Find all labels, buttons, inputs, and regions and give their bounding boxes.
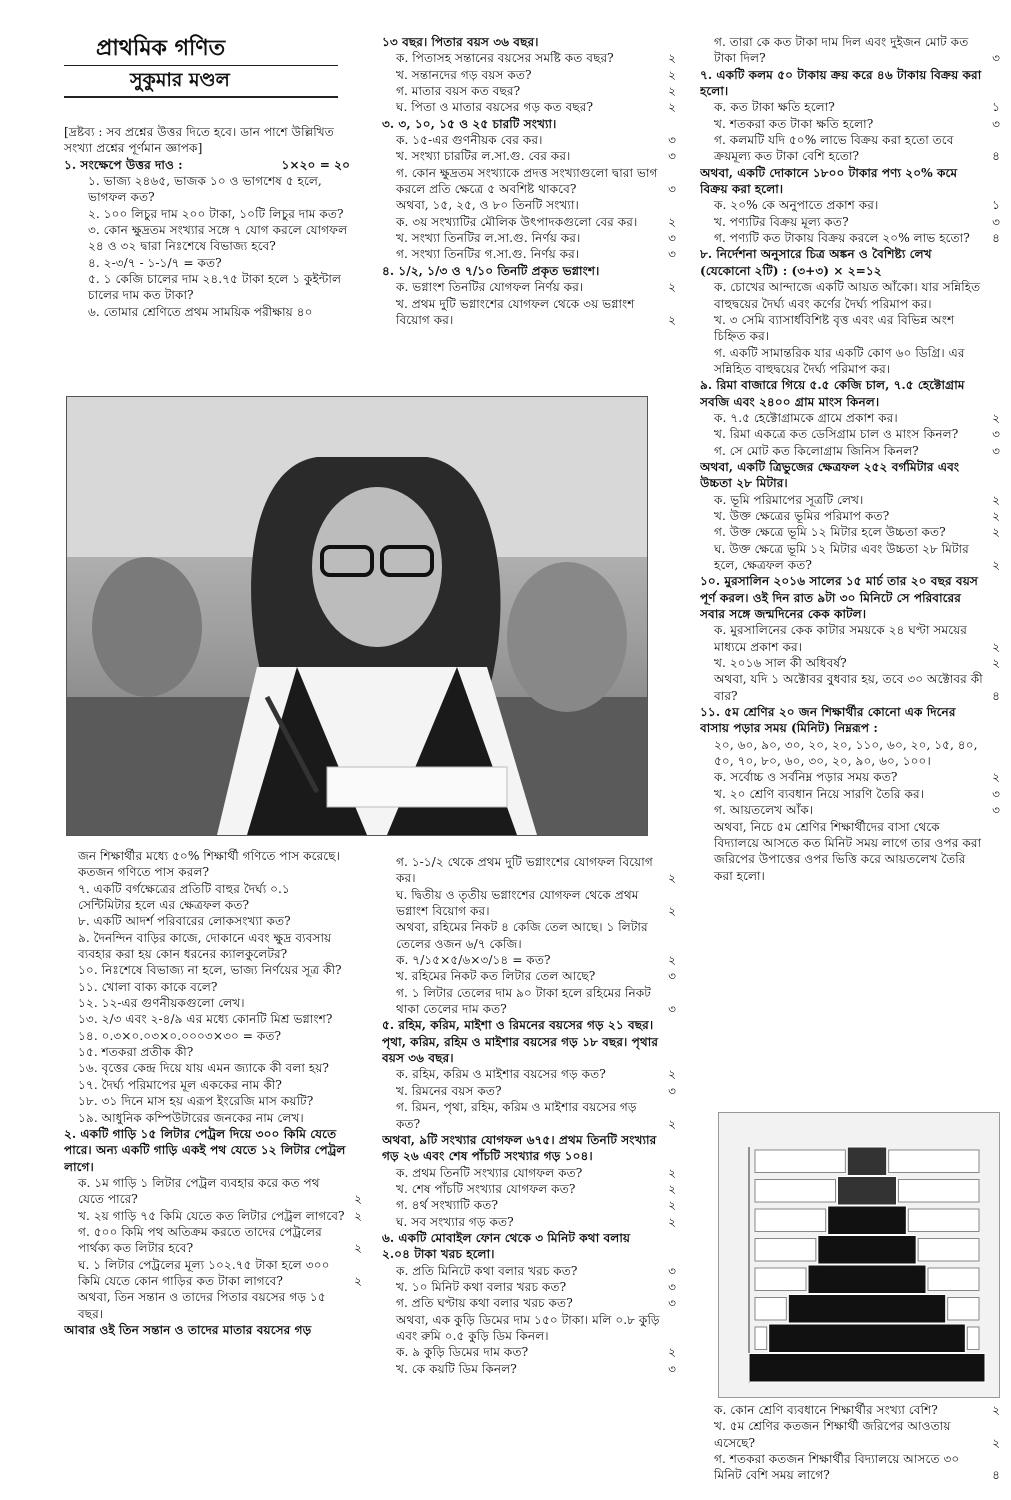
question-text: ক. ৭/১৫×৫/৬×৩/১৪ = কত? — [396, 953, 551, 968]
question-line — [700, 671, 1000, 704]
histogram-gridbox — [755, 1150, 845, 1173]
question-text: খ. শেষ পাঁচটি সংখ্যার যোগফল কত? — [396, 1181, 576, 1196]
question-1-text: ১. সংক্ষেপে উত্তর দাও : — [64, 157, 183, 172]
histogram-gridbox — [918, 1239, 979, 1262]
short-question-item: ৩. কোন ক্ষুদ্রতম সংখ্যার সঙ্গে ৭ যোগ করলে যোগফল ২৪ ও ৩২ দ্বারা নিঃশেষে বিভাজ্য হবে? — [88, 223, 348, 254]
question-line — [700, 443, 1000, 459]
question-line — [382, 1083, 676, 1099]
column-2-bottom — [382, 854, 676, 1494]
question-text: ক. ৩য় সংখ্যাটির মৌলিক উৎপাদকগুলো বের কর। — [396, 214, 638, 229]
question-line — [382, 952, 676, 968]
marks-value: ৩ — [668, 1002, 676, 1017]
question-line — [382, 1312, 676, 1345]
question-text: ২০, ৬০, ৯০, ৩০, ২০, ২০, ১১০, ৬০, ২০, ১৫, ৪০, ৫০, ৭০, ৮০, ৬০, ৩০, ২০, ৯০, ৬০, ১০০। — [714, 737, 978, 769]
question-text: গ. মাতার বয়স কত বছর? — [396, 84, 521, 99]
question-text: আবার ওই তিন সন্তান ও তাদের মাতার বয়সের গড় — [64, 1322, 312, 1337]
question-line — [700, 410, 1000, 426]
question-line — [64, 1011, 362, 1027]
marks-value: ৩ — [668, 231, 676, 246]
question-text: ৮. একটি আদর্শ পরিবারের লোকসংখ্যা কত? — [78, 914, 291, 929]
question-text: ৮. নির্দেশনা অনুসারে চিত্র অঙ্কন ও বৈশিষ্ট্য লেখ (যেকোনো ২টি) : (৩+৩) × ২=১২ — [700, 247, 932, 278]
question-text: ১৩ বছর। পিতার বয়স ৩৬ বছর। — [382, 35, 539, 49]
question-line — [64, 913, 362, 929]
question-text: ৯. দৈনন্দিন বাড়ির কাজে, দোকানে এবং ক্ষুদ্র ব্যবসায় ব্যবহার করা হয় কোন ধরনের ক্যালকুলেটর? — [78, 930, 332, 962]
marks-value: ২ — [992, 558, 1000, 572]
question-line — [700, 802, 1000, 818]
question-line — [700, 524, 1000, 540]
question-line — [700, 312, 1000, 345]
question-text: খ. উক্ত ক্ষেত্রের ভূমির পরিমাপ কত? — [714, 508, 890, 523]
marks-value: ৩ — [668, 133, 676, 148]
question-text: ক. ৭.৫ হেক্টোগ্রামকে গ্রামে প্রকাশ কর। — [714, 410, 898, 425]
marks-value: ২ — [992, 508, 1000, 523]
marks-value: ২ — [992, 525, 1000, 540]
histogram-gridbox — [755, 1180, 836, 1203]
question-text: গ. কোন ক্ষুদ্রতম সংখ্যাকে প্রদত্ত সংখ্যাগুলো দ্বারা ভাগ করলে প্রতি ক্ষেত্রে ৫ অবশিষ্ট থাকবে? — [396, 165, 658, 197]
column-2-top — [382, 34, 676, 386]
question-line — [700, 622, 1000, 655]
marks-value: ৩ — [992, 214, 1000, 229]
marks-value: ২ — [668, 1214, 676, 1229]
question-line — [700, 1418, 1000, 1451]
question-text: ক. ১৫-এর গুণনীয়ক বের কর। — [396, 133, 543, 148]
marks-value: ২ — [354, 1192, 362, 1207]
question-line — [64, 1126, 362, 1175]
question-text: ৯. রিমা বাজারে গিয়ে ৫.৫ কেজি চাল, ৭.৫ হেক্টোগ্রাম সবজি এবং ২৪০০ গ্রাম মাংস কিনল। — [700, 378, 965, 409]
student-photo — [66, 396, 648, 836]
marks-value: ৪ — [992, 231, 1000, 246]
question-line — [64, 1093, 362, 1109]
histogram-bar — [828, 1206, 907, 1235]
question-line — [700, 1451, 1000, 1484]
column-3-bottom — [700, 1402, 1000, 1498]
question-line — [382, 887, 676, 920]
question-text: গ. ১-১/২ থেকে প্রথম দুটি ভগ্নাংশের যোগফল বিয়োগ কর। — [396, 855, 653, 886]
histogram-bar — [808, 1265, 926, 1294]
question-line — [382, 1295, 676, 1311]
question-text: গ. রিমন, পৃথা, রহিম, করিম ও মাইশার বয়সের গড় কত? — [396, 1100, 637, 1131]
question-text: খ. ১০ মিনিট কথা বলার খরচ কত? — [396, 1279, 567, 1294]
author-name: সুকুমার মণ্ডল — [130, 69, 230, 92]
question-line — [64, 848, 362, 881]
question-line — [700, 132, 1000, 165]
marks-value: ২ — [668, 312, 676, 327]
question-line — [700, 246, 1000, 279]
question-line — [382, 1361, 676, 1377]
question-text: ৭. একটি বর্গক্ষেত্রের প্রতিটি বাহুর দৈর্ঘ্য ০.১ সেন্টিমিটার হলে এর ক্ষেত্রফল কত? — [78, 881, 290, 913]
marks-value: ২ — [668, 1067, 676, 1082]
marks-value: ২ — [668, 67, 676, 82]
question-line — [382, 214, 676, 230]
question-line — [382, 83, 676, 99]
question-line — [64, 995, 362, 1011]
question-text: খ. সন্তানদের গড় বয়স কত? — [396, 67, 532, 82]
question-text: খ. সংখ্যা চারটির ল.সা.গু. বের কর। — [396, 149, 571, 164]
marks-value: ২ — [668, 1116, 676, 1131]
histogram-bar — [749, 1354, 985, 1383]
marks-value: ২ — [668, 84, 676, 99]
question-line — [382, 148, 676, 164]
question-line — [382, 246, 676, 262]
histogram-gridbox — [899, 1180, 980, 1203]
question-line — [700, 573, 1000, 622]
short-question-item: ১. ভাজ্য ২৪৬৫, ভাজক ১০ ও ভাগশেষ ৫ হলে, ভাগফল কত? — [88, 174, 322, 205]
question-line — [700, 769, 1000, 785]
divider — [64, 65, 338, 66]
question-line — [700, 34, 1000, 67]
question-text: ক. কোন শ্রেণি ব্যবধানে শিক্ষার্থীর সংখ্যা বেশি? — [714, 1403, 938, 1417]
question-line — [382, 1197, 676, 1213]
question-line — [382, 1279, 676, 1295]
question-line — [64, 1224, 362, 1257]
marks-value: ৪ — [992, 1468, 1000, 1483]
marks-value: ২ — [992, 656, 1000, 671]
marks-value: ২ — [668, 280, 676, 295]
question-line — [64, 1322, 362, 1338]
marks-value: ২ — [668, 1345, 676, 1360]
header — [64, 34, 338, 100]
marks-value: ৪ — [992, 688, 1000, 703]
question-text: ক. ভগ্নাংশ তিনটির যোগফল নির্ণয় কর। — [396, 280, 584, 295]
question-line — [382, 1181, 676, 1197]
question-1-heading — [64, 157, 350, 173]
question-line — [700, 492, 1000, 508]
marks-value: ২ — [992, 770, 1000, 785]
question-line — [382, 116, 676, 132]
question-text: ঘ. দ্বিতীয় ও তৃতীয় ভগ্নাংশের যোগফল থেকে প্রথম ভগ্নাংশ বিয়োগ কর। — [396, 887, 639, 919]
question-text: ক. চোখের আন্দাজে একটি আয়ত আঁকো। যার সন্নিহিত বাহুদ্বয়ের দৈর্ঘ্য এবং কর্ণের দৈর্ঘ্য পরিমাপ কর। — [714, 280, 981, 311]
question-line — [64, 1289, 362, 1322]
page-title: প্রাথমিক গণিত — [96, 35, 226, 61]
marks-value: ২ — [668, 871, 676, 886]
question-text: গ. ৫০০ কিমি পথ অতিক্রম করতে তাদের পেট্রলের পার্থক্য কত লিটার হবে? — [78, 1224, 322, 1256]
marks-value: ৩ — [668, 969, 676, 984]
marks-value: ৩ — [992, 427, 1000, 442]
histogram-bar — [818, 1236, 916, 1265]
question-line — [64, 1175, 362, 1208]
question-text: গ. সে মোট কত কিলোগ্রাম জিনিস কিনল? — [714, 443, 919, 458]
question-text: ১৯. আধুনিক কম্পিউটারের জনকের নাম লেখ। — [78, 1110, 304, 1125]
histogram-bar — [788, 1295, 945, 1324]
question-text: ঘ. পিতা ও মাতার বয়সের গড় কত বছর? — [396, 100, 593, 115]
question-line — [64, 1208, 362, 1224]
question-line — [64, 1257, 362, 1290]
question-text: গ. ৪র্থ সংখ্যাটি কত? — [396, 1198, 498, 1213]
question-text: ১৫. শতকরা প্রতীক কী? — [78, 1045, 194, 1060]
question-text: গ. প্রতি ঘণ্টায় কথা বলার খরচ কত? — [396, 1296, 573, 1311]
marks-value: ৩ — [992, 116, 1000, 131]
histogram-gridbox — [908, 1209, 979, 1232]
question-line — [64, 930, 362, 963]
question-line — [700, 116, 1000, 132]
question-line — [382, 132, 676, 148]
question-text: অথবা, একটি দোকানে ১৮০০ টাকার পণ্য ২০% কমে বিক্রয় করা হলো। — [700, 165, 958, 197]
question-line — [700, 214, 1000, 230]
question-line — [382, 854, 676, 887]
question-text: অথবা, ১৫, ২৫, ও ৮০ তিনটি সংখ্যা। — [396, 198, 579, 213]
histogram-gridbox — [755, 1239, 816, 1262]
question-text: অথবা, তিন সন্তান ও তাদের পিতার বয়সের গড় ১৫ বছর। — [78, 1290, 326, 1321]
question-line — [700, 786, 1000, 802]
question-line — [700, 704, 1000, 737]
question-text: ঘ. ১ লিটার পেট্রলের মূল্য ১০২.৭৫ টাকা হলে ৩০০ কিমি যেতে কোন গাড়ির কত টাকা লাগবে? — [78, 1257, 330, 1288]
question-text: ক. রহিম, করিম ও মাইশার বয়সের গড় কত? — [396, 1067, 606, 1082]
marks-value: ১ — [992, 198, 1000, 213]
question-text: ১৩. ২/৩ এবং ২-৪/৯ এর মধ্যে কোনটি মিশ্র ভগ্নাংশ? — [78, 1012, 333, 1027]
question-line — [700, 377, 1000, 410]
question-text: খ. কে কয়টি ডিম কিনল? — [396, 1361, 517, 1376]
question-text: গ. একটি সামান্তরিক যার একটি কোণ ৬০ ডিগ্রি। এর সন্নিহিত বাহুদ্বয়ের দৈর্ঘ্য পরিমাপ কর। — [714, 345, 965, 376]
question-line — [382, 165, 676, 198]
question-text: অথবা, এক কুড়ি ডিমের দাম ১৫০ টাকা। মলি ০.৮ কুড়ি এবং রুমি ০.৫ কুড়ি ডিম কিনল। — [396, 1312, 660, 1343]
question-text: গ. তারা কে কত টাকা দাম দিল এবং দুইজন মোট কত টাকা দিল? — [714, 35, 969, 66]
question-line — [700, 165, 1000, 198]
marks-value: ২ — [992, 1403, 1000, 1417]
question-text: ৩. ৩, ১০, ১৫ ও ২৫ চারটি সংখ্যা। — [382, 116, 557, 131]
question-line — [382, 985, 676, 1018]
question-line — [700, 655, 1000, 671]
marks-value: ২ — [992, 410, 1000, 425]
question-text: ক. পিতাসহ সন্তানের বয়সের সমষ্টি কত বছর? — [396, 51, 614, 66]
question-line — [382, 50, 676, 66]
column-3 — [700, 34, 1000, 1112]
question-line — [382, 67, 676, 83]
short-question-item: ৫. ১ কেজি চালের দাম ২৪.৭৫ টাকা হলে ১ কুইন্টাল চালের দাম কত টাকা? — [88, 272, 342, 303]
question-line — [700, 819, 1000, 884]
histogram-gridbox — [928, 1268, 979, 1291]
marks-value: ২ — [668, 953, 676, 968]
histogram-bar — [847, 1147, 886, 1176]
question-text: জন শিক্ষার্থীর মধ্যে ৫০% শিক্ষার্থী গণিতে পাস করেছে। কতজন গণিতে পাস করল? — [78, 849, 340, 880]
question-line — [382, 1165, 676, 1181]
question-text: ১১. ৫ম শ্রেণির ২০ জন শিক্ষার্থীর কোনো এক দিনের বাসায় পড়ার সময় (মিনিট) নিম্নরূপ : — [700, 705, 956, 736]
question-text: খ. ৩ সেমি ব্যাসার্ধবিশিষ্ট বৃত্ত এবং এর বিভিন্ন অংশ চিহ্নিত কর। — [714, 312, 955, 344]
histogram-gridbox — [755, 1268, 806, 1291]
marks-value: ৪ — [992, 149, 1000, 164]
question-line — [700, 67, 1000, 100]
question-line — [64, 1060, 362, 1076]
marks-value: ২ — [992, 639, 1000, 654]
question-line — [382, 1066, 676, 1082]
question-line — [700, 279, 1000, 312]
question-text: গ. ১ লিটার তেলের দাম ৯০ টাকা হলে রহিমের নিকট থাকা তেলের দাম কত? — [396, 985, 651, 1017]
question-text: ৬. একটি মোবাইল ফোন থেকে ৩ মিনিট কথা বলায় ২.০৪ টাকা খরচ হলো। — [382, 1230, 631, 1262]
question-text: খ. সংখ্যা তিনটির ল.সা.গু. নির্ণয় কর। — [396, 231, 581, 246]
question-text: ক. ১ম গাড়ি ১ লিটার পেট্রল ব্যবহার করে কত পথ যেতে পারে? — [78, 1175, 320, 1207]
marks-value: ৩ — [668, 1361, 676, 1376]
question-text: ঘ. সব সংখ্যার গড় কত? — [396, 1214, 514, 1229]
short-question-item: ৬. তোমার শ্রেণিতে প্রথম সাময়িক পরীক্ষায় ৪০ — [88, 304, 313, 319]
short-question-item: ২. ১০০ লিচুর দাম ২০০ টাকা, ১০টি লিচুর দাম কত? — [88, 206, 344, 221]
question-line — [382, 1263, 676, 1279]
histogram-gridbox — [755, 1327, 767, 1350]
question-line — [700, 345, 1000, 378]
question-text: ক. সর্বোচ্চ ও সর্বনিম্ন পড়ার সময় কত? — [714, 770, 898, 785]
question-text: ২. একটি গাড়ি ১৫ লিটার পেট্রল দিয়ে ৩০০ কিমি যেতে পারে। অন্য একটি গাড়ি একই পথ যেতে ১২ লিটার পেট্রল লাগে। — [64, 1126, 346, 1174]
histogram-chart — [718, 1112, 1000, 1398]
question-line — [382, 1230, 676, 1263]
question-text: ১৮. ৩১ দিনে মাস হয় এরূপ ইংরেজি মাস কয়টি? — [78, 1094, 314, 1109]
marks-value: ৩ — [992, 443, 1000, 458]
marks-value: ১ — [992, 100, 1000, 115]
question-text: ১১. খোলা বাক্য কাকে বলে? — [78, 979, 218, 994]
column-1-top — [64, 124, 350, 392]
question-line — [700, 541, 1000, 574]
question-line — [700, 737, 1000, 770]
question-line — [382, 197, 676, 213]
marks-value: ৩ — [992, 786, 1000, 801]
question-text: গ. সংখ্যা তিনটির গ.সা.গু. নির্ণয় কর। — [396, 247, 580, 262]
marks-value: ২ — [992, 1435, 1000, 1450]
question-text: খ. ২০১৬ সাল কী অধিবর্ষ? — [714, 656, 847, 671]
question-text: গ. শতকরা কতজন শিক্ষার্থীর বিদ্যালয়ে আসতে ৩০ মিনিট বেশি সময় লাগে? — [714, 1452, 960, 1483]
question-line — [700, 1402, 1000, 1418]
question-text: ১০. মুরসালিন ২০১৬ সালের ১৫ মার্চ তার ২০ বছর বয়স পূর্ণ করল। ওই দিন রাত ৯টা ৩০ মিনিটে সে পরিবারের সবার সঙ্গে জন্মদিনের কেক কাটল। — [700, 574, 978, 622]
question-text: ক. ৯ কুড়ি ডিমের দাম কত? — [396, 1345, 529, 1360]
question-text: গ. উক্ত ক্ষেত্রে ভূমি ১২ মিটার হলে উচ্চতা কত? — [714, 525, 946, 540]
question-line — [700, 459, 1000, 492]
marks-value: ৩ — [992, 803, 1000, 818]
question-line — [382, 1099, 676, 1132]
marks-value: ২ — [668, 51, 676, 66]
marks-value: ২ — [354, 1241, 362, 1256]
question-text: ১২. ১২-এর গুণনীয়কগুলো লেখ। — [78, 996, 245, 1011]
student-writing-illustration — [67, 397, 647, 835]
question-line — [382, 1017, 676, 1066]
exam-note: [দ্রষ্টব্য : সব প্রশ্নের উত্তর দিতে হবে। ডান পাশে উল্লিখিত সংখ্যা প্রশ্নের পূর্ণমান জ্ঞাপক] — [64, 125, 334, 156]
histogram-gridbox — [889, 1150, 979, 1173]
histogram-gridbox — [967, 1327, 979, 1350]
question-line — [64, 1110, 362, 1126]
histogram-gridbox — [948, 1298, 979, 1321]
question-text: ক. প্রথম তিনটি সংখ্যার যোগফল কত? — [396, 1165, 583, 1180]
question-text: ১৭. দৈর্ঘ্য পরিমাপের মূল এককের নাম কী? — [78, 1077, 282, 1092]
question-line — [382, 919, 676, 952]
histogram-gridbox — [755, 1298, 786, 1321]
question-line — [64, 979, 362, 995]
question-text: খ. প্রথম দুটি ভগ্নাংশের যোগফল থেকে ৩য় ভগ্নাংশ বিয়োগ কর। — [396, 296, 635, 327]
question-line — [382, 296, 676, 329]
marks-value: ৩ — [668, 149, 676, 164]
question-text: খ. শতকরা কত টাকা ক্ষতি হলো? — [714, 116, 874, 131]
question-line — [700, 426, 1000, 442]
marks-value: ২ — [668, 100, 676, 115]
question-1-items — [64, 173, 350, 320]
question-line — [64, 1077, 362, 1093]
question-text: গ. কলমটি যদি ৫০% লাভে বিক্রয় করা হতো তবে ক্রয়মূল্য কত টাকা বেশি হতো? — [714, 133, 954, 164]
question-line — [700, 230, 1000, 246]
question-line — [700, 197, 1000, 213]
question-line — [382, 1132, 676, 1165]
question-line — [700, 99, 1000, 115]
question-text: ১০. নিঃশেষে বিভাজ্য না হলে, ভাজ্য নির্ণয়ের সূত্র কী? — [78, 963, 342, 978]
marks-value: ৩ — [668, 1263, 676, 1278]
question-text: ক. ভূমি পরিমাপের সূত্রটি লেখ। — [714, 492, 864, 507]
divider — [64, 96, 338, 98]
column-1-bottom — [64, 848, 362, 1488]
question-text: ক. কত টাকা ক্ষতি হলো? — [714, 100, 835, 115]
short-question-item: ৪. ২-৩/৭ - ১-১/৭ = কত? — [88, 255, 222, 270]
histogram-svg — [719, 1113, 999, 1397]
marks-value: ২ — [668, 904, 676, 919]
question-text: খ. রিমা একত্রে কত ডেসিগ্রাম চাল ও মাংস কিনল? — [714, 427, 959, 442]
marks-value: ৩ — [668, 1083, 676, 1098]
question-text: ক. ২০% কে অনুপাতে প্রকাশ কর। — [714, 198, 879, 213]
question-text: অথবা, যদি ১ অক্টোবর বুধবার হয়, তবে ৩০ অক্টোবর কী বার? — [714, 672, 983, 703]
question-text: খ. ২০ শ্রেণি ব্যবধান নিয়ে সারণি তৈরি কর। — [714, 786, 925, 801]
question-line — [382, 34, 676, 50]
question-text: খ. ২য় গাড়ি ৭৫ কিমি যেতে কত লিটার পেট্রল লাগবে? — [78, 1208, 345, 1223]
question-text: খ. রিমনের বয়স কত? — [396, 1083, 502, 1098]
question-text: ১৬. বৃত্তের কেন্দ্র দিয়ে যায় এমন জ্যাকে কী বলা হয়? — [78, 1061, 329, 1076]
question-line — [382, 230, 676, 246]
marks-value: ৩ — [668, 247, 676, 262]
marks-value: ২ — [668, 214, 676, 229]
marks-value: ৩ — [992, 51, 1000, 66]
question-text: গ. পণ্যটি কত টাকায় বিক্রয় করলে ২০% লাভ হতো? — [714, 231, 970, 246]
question-line — [382, 263, 676, 279]
question-text: গ. আয়তলেখ আঁক। — [714, 803, 814, 818]
marks-value: ৩ — [668, 1296, 676, 1311]
question-text: ৭. একটি কলম ৫০ টাকায় ক্রয় করে ৪৬ টাকায় বিক্রয় করা হলো। — [700, 67, 982, 99]
histogram-bar — [769, 1324, 966, 1353]
question-text: খ. ৫ম শ্রেণির কতজন শিক্ষার্থী জরিপের আওতায় এসেছে? — [714, 1419, 951, 1450]
question-line — [64, 1044, 362, 1060]
marks-value: ৩ — [668, 182, 676, 197]
question-text: অথবা, ৯টি সংখ্যার যোগফল ৬৭৫। প্রথম তিনটি সংখ্যার গড় ২৬ এবং শেষ পাঁচটি সংখ্যার গড় ১০৪। — [382, 1132, 657, 1164]
histogram-gridbox — [755, 1209, 826, 1232]
question-text: ৫. রহিম, করিম, মাইশা ও রিমনের বয়সের গড় ২১ বছর। পৃথা, করিম, রহিম ও মাইশার বয়সের গড় ১৮ বছর। পৃথার বয়স ৩৬ বছর। — [382, 1018, 659, 1066]
marks-value: ২ — [992, 492, 1000, 507]
marks-value: ২ — [668, 1181, 676, 1196]
marks-value: ৩ — [668, 1279, 676, 1294]
question-line — [64, 1028, 362, 1044]
question-text: অথবা, একটি ত্রিভুজের ক্ষেত্রফল ২৫২ বর্গমিটার এবং উচ্চতা ২৮ মিটার। — [700, 459, 960, 491]
question-text: অথবা, রহিমের নিকট ৪ কেজি তেল আছে। ১ লিটার তেলের ওজন ৬/৭ কেজি। — [396, 920, 648, 951]
question-line — [382, 1344, 676, 1360]
question-text: খ. রহিমের নিকট কত লিটার তেল আছে? — [396, 969, 596, 984]
question-text: ঘ. উক্ত ক্ষেত্রে ভূমি ১২ মিটার এবং উচ্চতা ২৮ মিটার হলে, ক্ষেত্রফল কত? — [714, 541, 969, 572]
question-line — [382, 968, 676, 984]
question-line — [700, 508, 1000, 524]
question-text: ক. মুরসালিনের কেক কাটার সময়কে ২৪ ঘণ্টা সময়ের মাধ্যমে প্রকাশ কর। — [714, 623, 967, 654]
question-line — [382, 279, 676, 295]
question-line — [64, 962, 362, 978]
question-1-marks: ১×২০ = ২০ — [281, 157, 350, 172]
question-line — [64, 881, 362, 914]
question-text: অথবা, নিচে ৫ম শ্রেণির শিক্ষার্থীদের বাসা থেকে বিদ্যালয়ে আসতে কত মিনিট সময় লাগে তার ওপর করা জরিপের উপাত্তের ওপর ভিত্তি করে আয়তলেখ তৈরি করা হলো। — [714, 819, 982, 883]
question-text: ৪. ১/২, ১/৩ ও ৭/১০ তিনটি প্রকৃত ভগ্নাংশ। — [382, 263, 600, 278]
marks-value: ২ — [354, 1208, 362, 1223]
question-line — [382, 1214, 676, 1230]
question-line — [382, 99, 676, 115]
marks-value: ২ — [354, 1273, 362, 1288]
question-text: ক. প্রতি মিনিটে কথা বলার খরচ কত? — [396, 1263, 578, 1278]
marks-value: ২ — [668, 1198, 676, 1213]
question-text: ১৪. ০.৩×০.০৩×০.০০০৩×৩০ = কত? — [78, 1028, 282, 1043]
question-text: খ. পণ্যটির বিক্রয় মূল্য কত? — [714, 214, 849, 229]
marks-value: ২ — [668, 1165, 676, 1180]
histogram-bar — [838, 1177, 897, 1206]
